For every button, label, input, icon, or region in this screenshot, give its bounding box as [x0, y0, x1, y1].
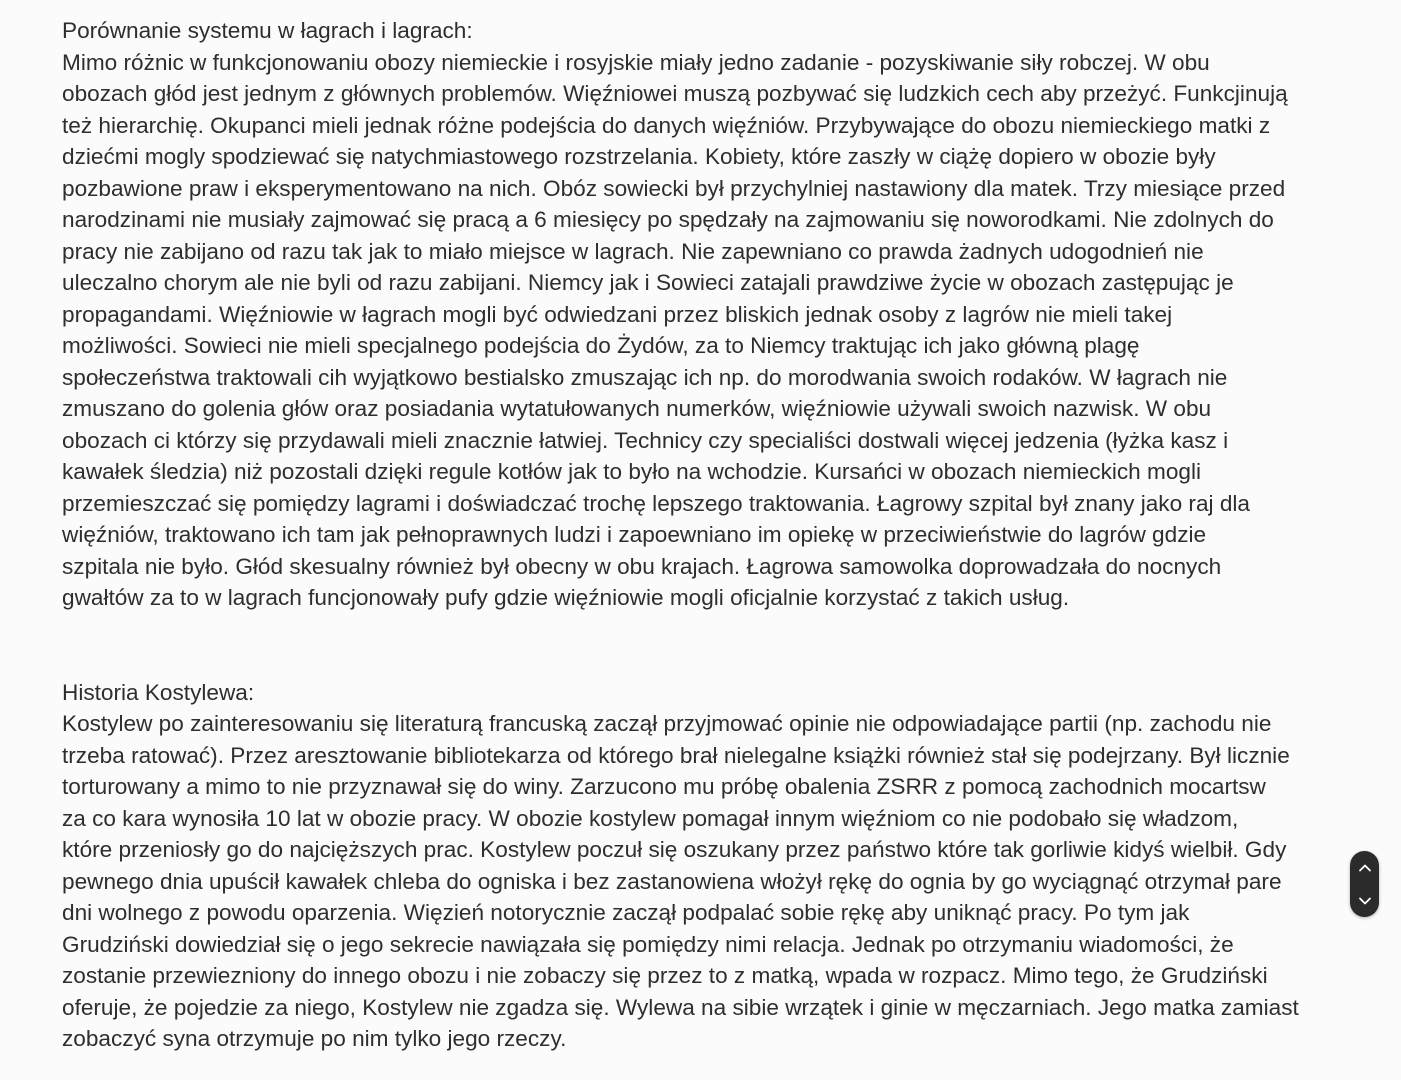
text-line: zmuszano do golenia głów oraz posiadania wytatułowanych numerków, więźniowie używali swoich nazwisk. W obu — [62, 396, 1212, 421]
text-line: torturowany a mimo to nie przyznawał się do winy. Zarzucono mu próbę obalenia ZSRR z pomocą zachodnich mocartsw — [62, 774, 1266, 799]
text-line: Grudziński dowiedział się o jego sekrecie nawiązała się pomiędzy nimi relacja. Jednak po otrzymaniu wiadomości, że — [62, 931, 1234, 957]
text-line: oferuje, że pojedzie za niego, Kostylew nie zgadza się. Wylewa na sibie wrzątek i ginie w męczarniach. Jego matka zamiast — [62, 994, 1299, 1020]
chevron-down-icon — [1358, 896, 1372, 906]
text-line: za co kara wynosiła 10 lat w obozie pracy. W obozie kostylew pomagał innym więźniom co nie podobało się władzom, — [62, 805, 1239, 831]
text-line: zobaczyć syna otrzymuje po nim tylko jego rzeczy. — [62, 1026, 567, 1051]
text-line: narodzinami nie musiały zajmować się pracą a 6 miesięcy po spędzały na zajmowaniu się noworodkami. Nie zdolnych do — [62, 207, 1274, 232]
chevron-up-icon — [1358, 863, 1372, 873]
text-line: kawałek śledzia) niż pozostali dzięki regule kotłów jak to było na wchodzie. Kursańci w obozach niemieckich mogli — [62, 459, 1202, 484]
text-line: pracy nie zabijano od razu tak jak to miało miejsce w lagrach. Nie zapewniano co prawda żadnych udogodnień nie — [62, 238, 1204, 264]
text-line: obozach ci którzy się przydawali mieli znacznie łatwiej. Technicy czy specialiści dostwali więcej jedzenia (łyżka kasz i — [62, 427, 1229, 453]
section-body — [62, 47, 1337, 614]
text-line: więźniów, traktowano ich tam jak pełnoprawnych ludzi i zapoewniano im opiekę w przeciwieństwie do lagrów gdzie — [62, 522, 1207, 547]
text-line: obozach głód jest jednym z głównych problemów. Więźniowei muszą pozbywać się ludzkich cech aby przeżyć. Funkcjinują — [62, 81, 1288, 106]
section-heading: Historia Kostylewa: — [62, 679, 255, 705]
text-line: możliwości. Sowieci nie mieli specjalnego podejścia do Żydów, za to Niemcy traktując ich jako główną plagę — [62, 333, 1140, 358]
text-line: trzeba ratować). Przez aresztowanie bibliotekarza od którego brał nielegalne książki również stał się podejrzany. Był licznie — [62, 742, 1290, 768]
text-line: dziećmi mogly spodziewać się natychmiastowego rozstrzelania. Kobiety, które zaszły w ciążę dopiero w obozie były — [62, 144, 1216, 169]
scroll-control — [1350, 851, 1379, 917]
text-line: też hierarchię. Okupanci mieli jednak różne podejścia do danych więźniów. Przybywające do obozu niemieckiego matki z — [62, 112, 1271, 138]
scroll-up-button[interactable] — [1350, 851, 1379, 884]
section-spacer — [62, 614, 1337, 677]
text-line: gwałtów za to w lagrach funcjonowały pufy gdzie więźniowie mogli oficjalnie korzystać z takich usług. — [62, 585, 1070, 610]
text-line: dni wolnego z powodu oparzenia. Więzień notorycznie zaczął podpalać sobie rękę aby uniknąć pracy. Po tym jak — [62, 900, 1190, 925]
text-line: pozbawione praw i eksperymentowano na nich. Obóz sowiecki był przychylniej nastawiony dla matek. Trzy miesiące przed — [62, 175, 1286, 201]
text-line: szpitala nie było. Głód skesualny również był obecny w obu krajach. Łagrowa samowolka doprowadzała do nocnych — [62, 553, 1222, 579]
text-line: które przeniosły go do najcięższych prac. Kostylew poczuł się oszukany przez państwo które tak gorliwie kidyś wielbił. Gdy — [62, 837, 1287, 862]
text-line: propagandami. Więźniowie w łagrach mogli być odwiedzani przez bliskich jednak osoby z lagrów nie mieli takej — [62, 301, 1173, 327]
section-heading: Porównanie systemu w łagrach i lagrach: — [62, 18, 473, 43]
text-line: przemieszczać się pomiędzy lagrami i doświadczać trochę lepszego traktowania. Łagrowy szpital był znany jako raj dla — [62, 490, 1250, 516]
scroll-down-button[interactable] — [1350, 884, 1379, 917]
text-line: pewnego dnia upuścił kawałek chleba do ogniska i bez zastanowiena włożył rękę do ognia by go wyciągnąć otrzymał pare — [62, 868, 1282, 894]
document-content — [62, 15, 1337, 1055]
text-line: Mimo różnic w funkcjonowaniu obozy niemieckie i rosyjskie miały jedno zadanie - pozyskiwanie siły robczej. W obu — [62, 49, 1210, 75]
text-line: Kostylew po zainteresowaniu się literaturą francuską zaczął przyjmować opinie nie odpowiadające partii (np. zachodu nie — [62, 711, 1272, 736]
text-line: uleczalno chorym ale nie byli od razu zabijani. Niemcy jak i Sowieci zatajali prawdziwe życie w obozach zastępując je — [62, 270, 1234, 295]
text-line: społeczeństwa traktowali cih wyjątkowo bestialsko zmuszając ich np. do morodwania swoich rodaków. W łagrach nie — [62, 364, 1228, 390]
section-kostylew — [62, 677, 1337, 1055]
text-line: zostanie przewiezniony do innego obozu i nie zobaczy się przez to z matką, wpada w rozpacz. Mimo tego, że Grudziński — [62, 963, 1268, 988]
section-body — [62, 708, 1337, 1055]
section-comparison — [62, 15, 1337, 614]
